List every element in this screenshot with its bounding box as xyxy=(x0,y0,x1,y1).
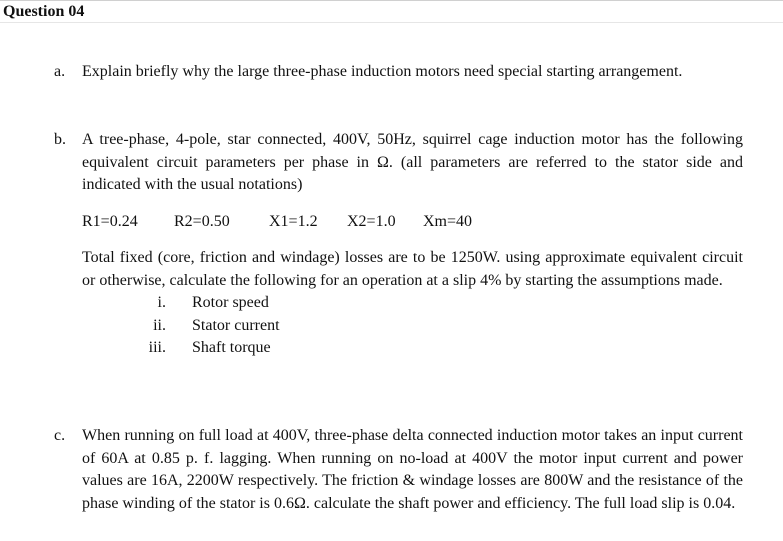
list-item-text: Rotor speed xyxy=(192,294,269,311)
sub-question-list xyxy=(142,292,743,360)
part-b-intro: A tree-phase, 4-pole, star connected, 400V, 50Hz, squirrel cage induction motor has the following equivalent circuit parameters per phase in Ω. (all parameters are referred to the stator side and indicated with the usual notations) xyxy=(82,131,743,193)
part-b-losses: Total fixed (core, friction and windage) losses are to be 1250W. using approximate equivalent circuit or otherwise, calculate the following for an operation at a slip 4% by starting the assumptions made. xyxy=(82,249,743,289)
part-c-label: c. xyxy=(54,427,66,444)
param-xm: Xm=40 xyxy=(423,212,473,230)
list-item xyxy=(142,337,743,360)
question-title: Question 04 xyxy=(3,3,85,20)
top-border xyxy=(0,0,783,1)
param-x1: X1=1.2 xyxy=(269,212,318,230)
list-item-number: iii. xyxy=(148,339,166,356)
param-r2: R2=0.50 xyxy=(174,212,230,230)
part-b xyxy=(54,129,743,360)
part-c xyxy=(54,425,743,515)
circuit-parameters xyxy=(82,211,743,234)
part-a xyxy=(54,61,743,84)
title-divider xyxy=(0,22,783,23)
part-b-label: b. xyxy=(54,131,66,148)
list-item-number: ii. xyxy=(153,316,166,334)
list-item-text: Shaft torque xyxy=(192,339,271,356)
list-item-text: Stator current xyxy=(192,316,280,334)
list-item-number: i. xyxy=(157,294,166,311)
list-item xyxy=(142,292,743,315)
part-a-label: a. xyxy=(54,63,66,80)
list-item xyxy=(142,315,743,338)
part-c-text: When running on full load at 400V, three-phase delta connected induction motor takes an input current of 60A at 0.85 p. f. lagging. When running on no-load at 400V the motor input current and power values are 16A, 2200W respectively. The friction & windage losses are 800W and the resistance of the phase winding of the stator is 0.6Ω. calculate the shaft power and efficiency. The full load slip is 0.04. xyxy=(82,427,743,512)
part-a-text: Explain briefly why the large three-phase induction motors need special starting arrangement. xyxy=(82,63,683,80)
param-x2: X2=1.0 xyxy=(347,212,396,230)
param-r1: R1=0.24 xyxy=(82,212,138,230)
